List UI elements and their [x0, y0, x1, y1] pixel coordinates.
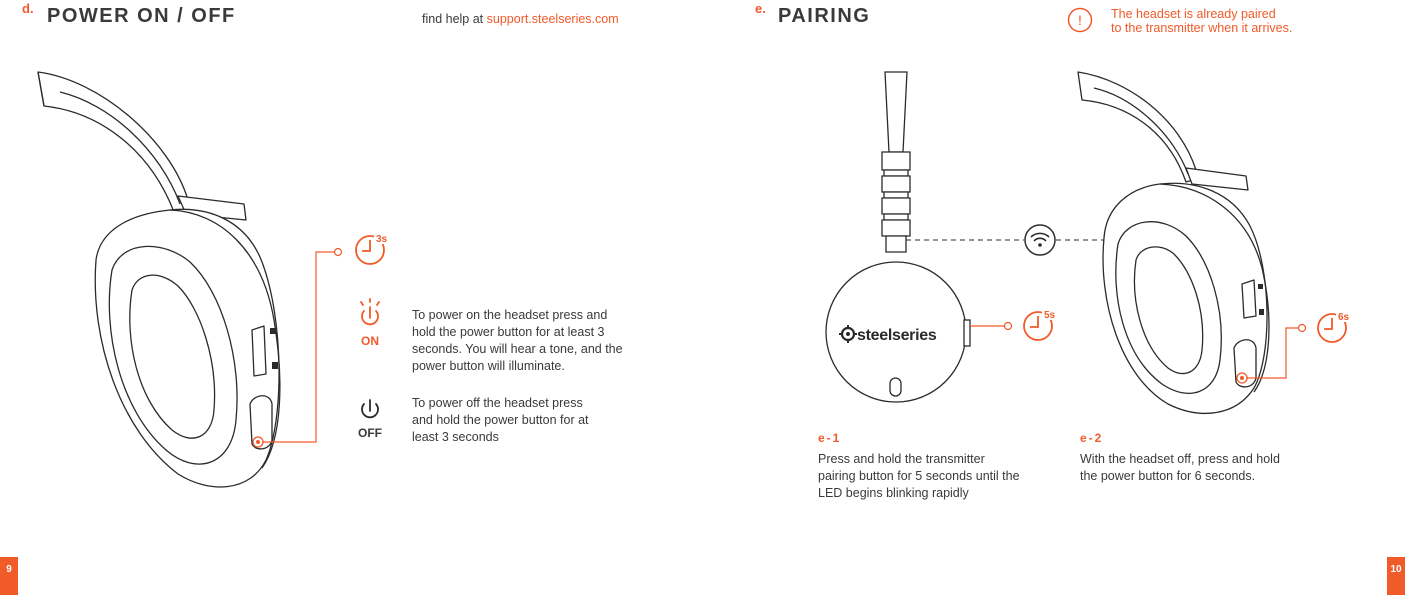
- step-id-e1: e-1: [818, 431, 842, 445]
- timer-icon-5s: [1024, 308, 1060, 340]
- section-letter-e: e.: [755, 1, 766, 16]
- timer-label-3s: 3s: [376, 234, 388, 245]
- page-title-pairing: PAIRING: [778, 5, 871, 27]
- step-id-e2: e-2: [1080, 431, 1104, 445]
- timer-icon-6s: [1318, 310, 1354, 342]
- headset-illustration-left: [38, 72, 280, 487]
- section-letter-d: d.: [22, 1, 34, 16]
- power-off-icon: [362, 400, 378, 417]
- timer-icon-3s: [356, 232, 392, 264]
- transmitter-illustration: [826, 72, 970, 402]
- wireless-icon: [1025, 225, 1055, 255]
- page-title-power: POWER ON / OFF: [47, 5, 236, 27]
- transmitter-brand: steelseries: [857, 327, 937, 344]
- help-text: [422, 12, 619, 26]
- timer-label-6s: 6s: [1338, 312, 1350, 323]
- page-number-left: 9: [0, 557, 18, 595]
- svg-text:!: !: [1078, 12, 1082, 28]
- on-label: ON: [361, 334, 379, 348]
- power-on-icon: [361, 299, 379, 324]
- page-number-right: 10: [1387, 557, 1405, 595]
- headset-illustration-right: [1078, 72, 1269, 413]
- power-off-instructions: To power off the headset press and hold the power button for at least 3 seconds: [412, 396, 589, 444]
- step-text-e2: With the headset off, press and hold the power button for 6 seconds.: [1080, 452, 1280, 483]
- timer-label-5s: 5s: [1044, 310, 1056, 321]
- step-text-e1: Press and hold the transmitter pairing button for 5 seconds until the LED begins blinking rapidly: [818, 452, 1020, 500]
- pairing-note: [1111, 7, 1292, 35]
- pairing-note-line1: The headset is already paired: [1111, 7, 1276, 21]
- warning-icon: [1069, 9, 1092, 32]
- help-prefix: find help at: [422, 12, 487, 26]
- support-link[interactable]: support.steelseries.com: [486, 12, 619, 26]
- off-label: OFF: [358, 426, 382, 440]
- power-on-instructions: To power on the headset press and hold the power button for at least 3 seconds. You will hear a tone, and the power button will illuminate.: [412, 308, 623, 373]
- pairing-note-line2: to the transmitter when it arrives.: [1111, 21, 1293, 35]
